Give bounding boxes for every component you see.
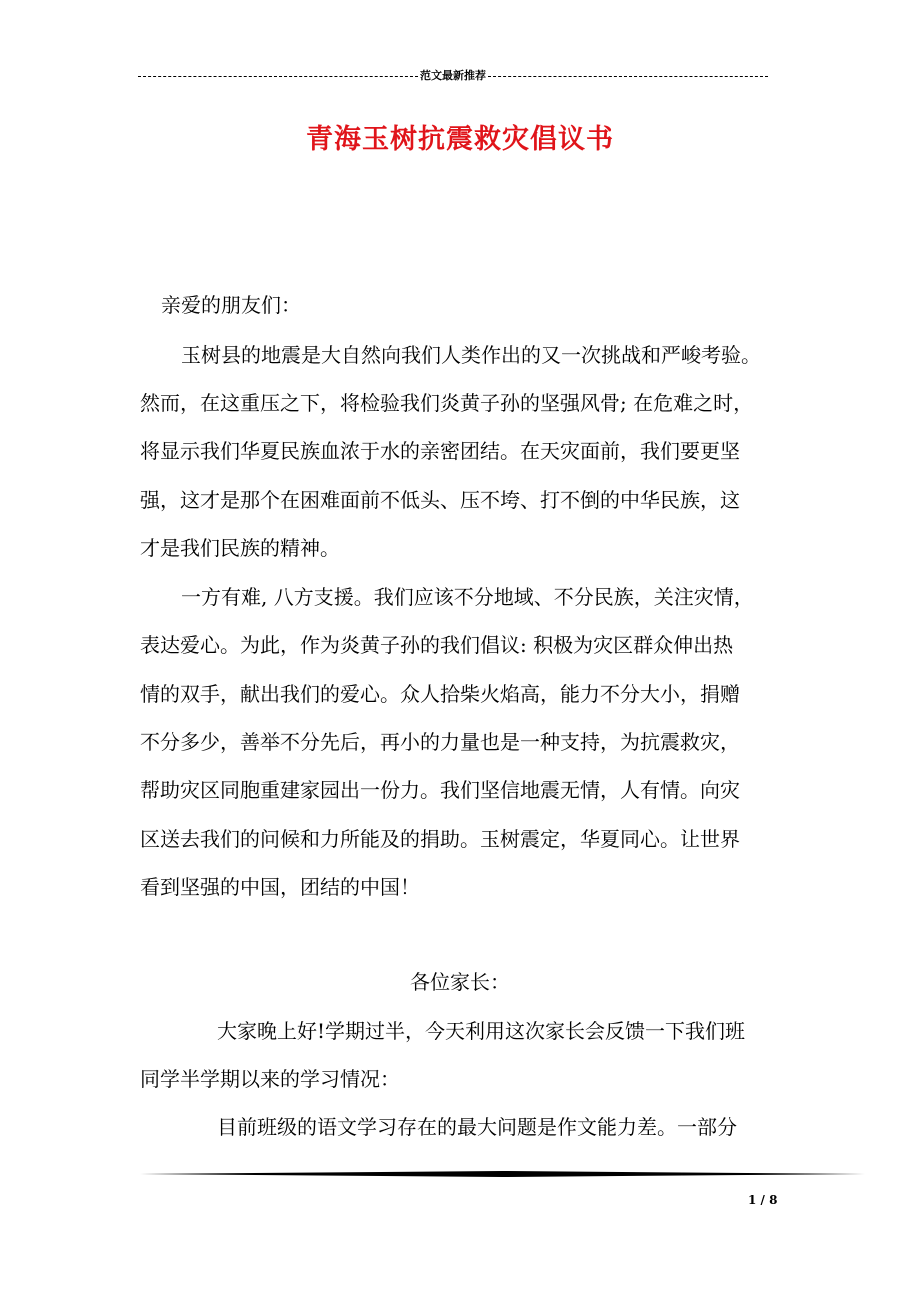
- salutation: 亲爱的朋友们：: [161, 293, 301, 317]
- paragraph-line: 强，这才是那个在困难面前不低头、压不垮、打不倒的中华民族，这: [140, 488, 740, 512]
- paragraph-line: 看到坚强的中国，团结的中国！: [140, 875, 420, 899]
- header-dash-right: [488, 76, 768, 77]
- paragraph-line: 同学半学期以来的学习情况：: [140, 1067, 400, 1091]
- paragraph-line: 然而，在这重压之下，将检验我们炎黄子孙的坚强风骨; 在危难之时，: [140, 391, 754, 415]
- page-number: 1 / 8: [748, 1193, 778, 1207]
- paragraph-line: 帮助灾区同胞重建家园出一份力。我们坚信地震无情，人有情。向灾: [140, 778, 740, 802]
- paragraph-line: 情的双手，献出我们的爱心。众人拾柴火焰高，能力不分大小，捐赠: [140, 682, 740, 706]
- paragraph-line: 玉树县的地震是大自然向我们人类作出的又一次挑战和严峻考验。: [181, 343, 761, 367]
- paragraph-line: 将显示我们华夏民族血浓于水的亲密团结。在天灾面前，我们要更坚: [140, 439, 740, 463]
- salutation: 各位家长：: [410, 970, 510, 994]
- paragraph-line: 大家晚上好!学期过半，今天利用这次家长会反馈一下我们班: [217, 1019, 746, 1043]
- header-dash-left: [138, 76, 418, 77]
- paragraph-line: 才是我们民族的精神。: [140, 536, 340, 560]
- paragraph-line: 不分多少，善举不分先后，再小的力量也是一种支持，为抗震救灾，: [140, 730, 740, 754]
- header-label: 范文最新推荐: [420, 69, 486, 82]
- page-header: [138, 68, 768, 84]
- paragraph-line: 表达爱心。为此，作为炎黄子孙的我们倡议: 积极为灾区群众伸出热: [140, 633, 734, 657]
- paragraph-line: 一方有难, 八方支援。我们应该不分地域、不分民族，关注灾情，: [181, 585, 754, 609]
- paragraph-line: 目前班级的语文学习存在的最大问题是作文能力差。一部分: [217, 1115, 737, 1139]
- document-title: 青海玉树抗震救灾倡议书: [306, 124, 614, 155]
- paragraph-line: 区送去我们的问候和力所能及的捐助。玉树震定，华夏同心。让世界: [140, 827, 740, 851]
- footer-rule: [140, 1171, 865, 1177]
